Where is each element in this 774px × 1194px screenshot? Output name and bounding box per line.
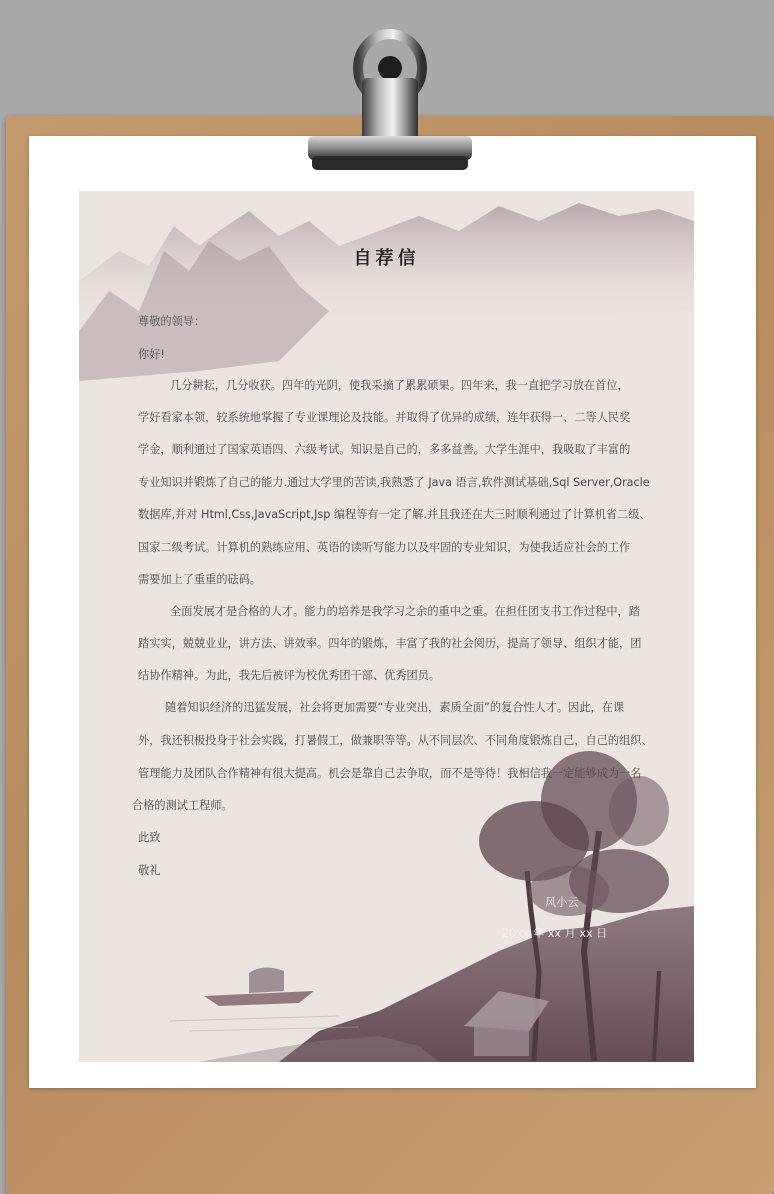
greeting: 你好! xyxy=(138,348,165,361)
paragraph-2-line: 全面发展才是合格的人才。能力的培养是我学习之余的重中之重。在担任团支书工作过程中，踏 xyxy=(170,605,640,618)
binder-clip-icon xyxy=(300,26,480,176)
signature-date: 20xx 年 xx 月 xx 日 xyxy=(502,927,608,940)
letter-page xyxy=(79,191,694,1062)
paragraph-2-line: 踏实实，兢兢业业，讲方法、讲效率。四年的锻炼，丰富了我的社会阅历，提高了领导、组织才能，团 xyxy=(138,637,642,650)
closing-line: 此致 xyxy=(138,831,161,844)
paragraph-3-line: 外，我还积极投身于社会实践，打暑假工，做兼职等等。从不同层次、不同角度锻炼自己，自己的组织、 xyxy=(138,734,653,747)
paragraph-2-line: 结协作精神。为此，我先后被评为校优秀团干部、优秀团员。 xyxy=(138,669,441,682)
paragraph-3-line: 随着知识经济的迅猛发展，社会将更加需要“专业突出，素质全面”的复合性人才。因此，在课 xyxy=(165,701,625,714)
paragraph-1-line: 国家二级考试。计算机的熟练应用、英语的读听写能力以及牢固的专业知识，为使我适应社会的工作 xyxy=(138,541,631,554)
paragraph-1-line: 几分耕耘，几分收获。四年的光阴，使我采摘了累累硕果。四年来，我一直把学习放在首位， xyxy=(170,379,629,392)
closing-line: 敬礼 xyxy=(138,864,161,877)
paragraph-1-line: 学好看家本领，较系统地掌握了专业课理论及技能。并取得了优异的成绩，连年获得一、二等人民奖 xyxy=(138,411,631,424)
salutation: 尊敬的领导： xyxy=(138,315,206,328)
paragraph-1-line: 专业知识并锻炼了自己的能力.通过大学里的苦读,我熟悉了 Java 语言,软件测试基础,Sql Server,Oracle xyxy=(138,476,650,489)
paragraph-1-line: 需要加上了重重的砝码。 xyxy=(138,573,262,586)
page-title: 自荐信 xyxy=(353,248,420,269)
signature-name: 风小云 xyxy=(545,896,579,909)
paragraph-1-line: 数据库,并对 Html,Css,JavaScript,Jsp 编程等有一定了解.并且我还在大三时顺利通过了计算机省二级、 xyxy=(138,508,651,521)
paragraph-3-line: 合格的测试工程师。 xyxy=(132,799,233,812)
paragraph-3-line: 管理能力及团队合作精神有很大提高。机会是靠自己去争取，而不是等待！我相信我一定能够成为一名 xyxy=(138,767,642,780)
paragraph-1-line: 学金，顺利通过了国家英语四、六级考试。知识是自己的，多多益善。大学生涯中，我吸取了丰富的 xyxy=(138,443,631,456)
